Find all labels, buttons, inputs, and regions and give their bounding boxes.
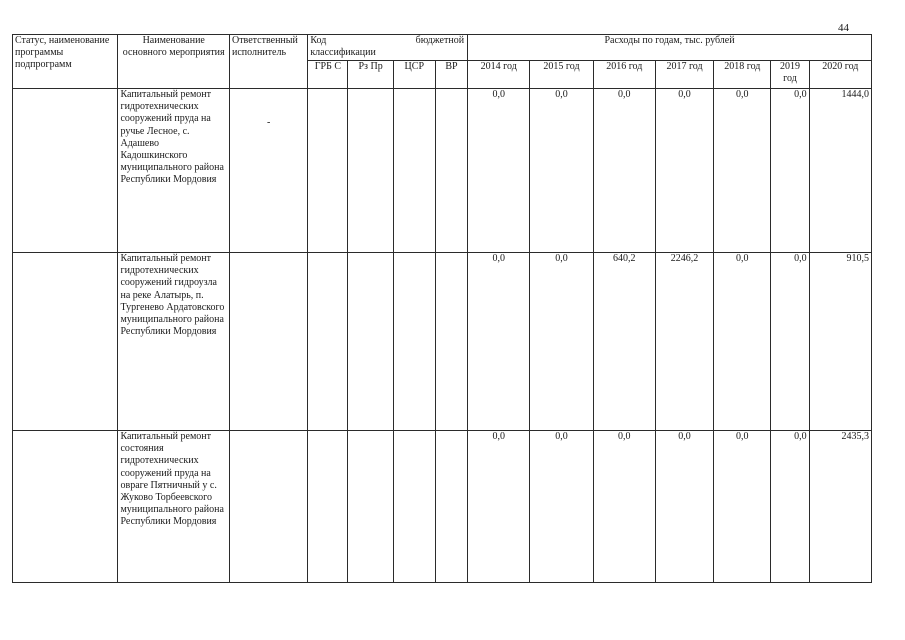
activity-cell: Капитальный ремонт состояния гидротехнических сооружений пруда на овраге Пятничный у с. Жуково Торбеевского муниципального района Республики Мордовия [118,431,230,583]
year-header-2014: 2014 год [468,61,530,89]
value-2018: 0,0 [714,253,771,431]
table-row [13,89,872,253]
table-row [13,253,872,431]
code-column-csr: ЦСР [393,61,435,89]
code-column-rzpr: Рз Пр [348,61,393,89]
year-header-2020: 2020 год [809,61,871,89]
budget-code-line2: классификации [310,47,376,59]
spending-header: Расходы по годам, тыс. рублей [468,35,872,61]
value-2018: 0,0 [714,431,771,583]
status-cell [13,89,118,253]
value-2014: 0,0 [468,431,530,583]
value-2020: 910,5 [809,253,871,431]
activity-cell: Капитальный ремонт гидротехнических сооружений пруда на ручье Лесное, с. Адашево Кадошкинского муниципального района Республики Мордовия [118,89,230,253]
status-cell [13,253,118,431]
table-row [13,431,872,583]
value-2016: 640,2 [593,253,655,431]
activity-cell: Капитальный ремонт гидротехнических сооружений гидроузла на реке Алатырь, п. Тургенево Ардатовского муниципального района Республики Мордовия [118,253,230,431]
activity-header: Наименование основного мероприятия [118,35,230,89]
value-2014: 0,0 [468,253,530,431]
value-2019: 0,0 [771,253,809,431]
code-csr-cell [393,89,435,253]
year-header-2015: 2015 год [530,61,593,89]
value-2015: 0,0 [530,253,593,431]
code-rzpr-cell [348,89,393,253]
code-rzpr-cell [348,431,393,583]
code-grbs-cell [308,89,348,253]
code-grbs-cell [308,253,348,431]
status-header: Статус, наименование программы подпрограмм [13,35,118,89]
value-2016: 0,0 [593,431,655,583]
code-column-grbs: ГРБ С [308,61,348,89]
code-vr-cell [435,253,467,431]
responsible-cell [229,253,307,431]
value-2018: 0,0 [714,89,771,253]
page-number: 44 [838,22,849,34]
value-2015: 0,0 [530,431,593,583]
value-2014: 0,0 [468,89,530,253]
code-grbs-cell [308,431,348,583]
responsible-cell [229,89,307,253]
code-csr-cell [393,431,435,583]
code-csr-cell [393,253,435,431]
year-header-2017: 2017 год [655,61,713,89]
value-2016: 0,0 [593,89,655,253]
value-2017: 0,0 [655,431,713,583]
code-vr-cell [435,431,467,583]
value-2020: 1444,0 [809,89,871,253]
value-2017: 2246,2 [655,253,713,431]
status-cell [13,431,118,583]
value-2020: 2435,3 [809,431,871,583]
code-rzpr-cell [348,253,393,431]
budget-table [12,34,872,583]
year-header-2019: 2019 год [771,61,809,89]
budget-code-prefix: Код [310,35,327,46]
year-header-2016: 2016 год [593,61,655,89]
budget-code-suffix: бюджетной [415,35,465,46]
budget-code-header [308,35,468,61]
code-column-vr: ВР [435,61,467,89]
value-2019: 0,0 [771,431,809,583]
value-2017: 0,0 [655,89,713,253]
header-row-top [13,35,872,61]
responsible-cell [229,431,307,583]
code-vr-cell [435,89,467,253]
responsible-value: - [266,117,271,128]
value-2015: 0,0 [530,89,593,253]
year-header-2018: 2018 год [714,61,771,89]
responsible-header: Ответственный исполнитель [229,35,307,89]
value-2019: 0,0 [771,89,809,253]
